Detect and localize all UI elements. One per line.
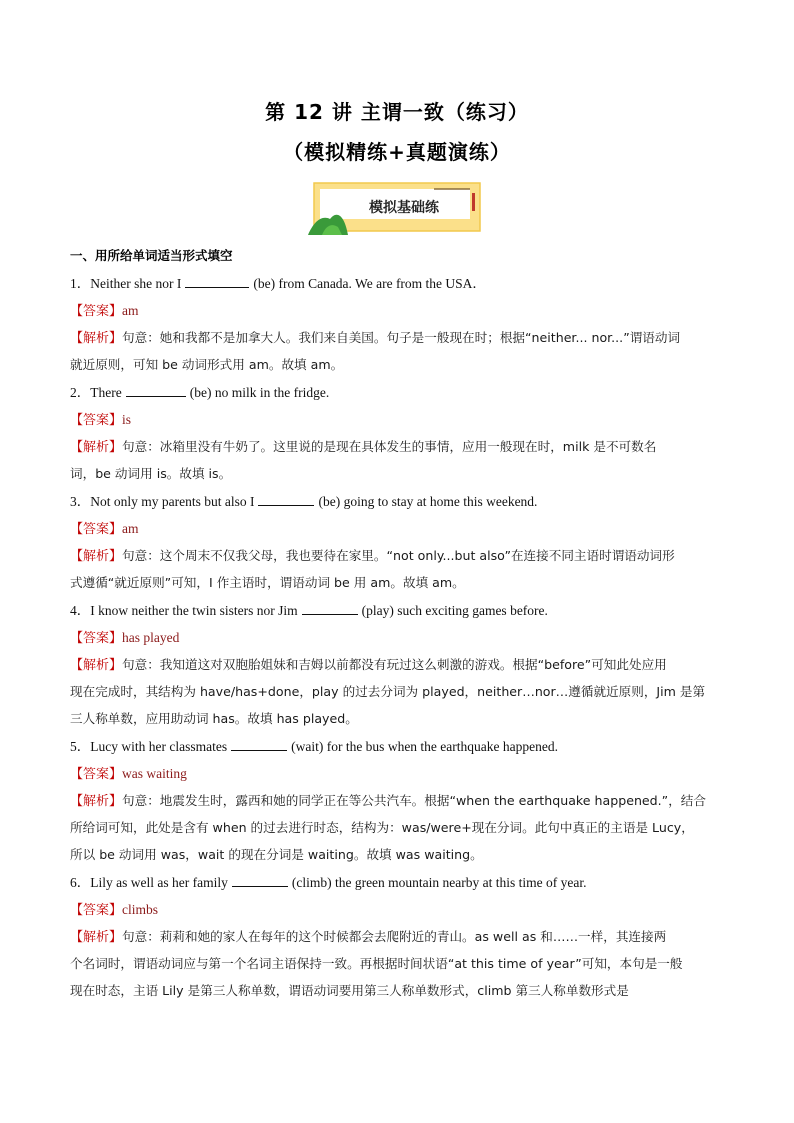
section-badge xyxy=(308,181,484,235)
analysis-2 xyxy=(70,437,730,458)
page-subtitle: （模拟精练+真题演练） xyxy=(283,140,511,164)
analysis-text: 句意：这个周末不仅我父母，我也要待在家里。“not only...but also”在连接不同主语时谓语动词形 xyxy=(122,548,675,563)
question-2 xyxy=(70,383,730,404)
question-5 xyxy=(70,737,730,758)
analysis-tag: 【解析】 xyxy=(70,331,123,346)
analysis-text: 现在完成时，其结构为 have/has+done，play 的过去分词为 played，neither…nor…遵循就近原则，Jim 是第 xyxy=(70,684,706,699)
analysis-text: 词，be 动词用 is。故填 is。 xyxy=(70,466,232,481)
answer-5 xyxy=(70,764,730,785)
analysis-text: 就近原则，可知 be 动词形式用 am。故填 am。 xyxy=(70,357,344,372)
page-title: 第 12 讲 主谓一致（练习） xyxy=(265,100,529,124)
answer-value: is xyxy=(122,412,132,427)
answer-tag: 【答案】 xyxy=(70,304,123,319)
analysis-tag: 【解析】 xyxy=(70,549,123,564)
answer-value: has played xyxy=(122,630,180,645)
analysis-text: 句意：地震发生时，露西和她的同学正在等公共汽车。根据“when the earthquake happened.”，结合 xyxy=(122,793,706,808)
analysis-4 xyxy=(70,655,730,676)
answer-blank xyxy=(302,602,358,615)
badge-label: 模拟基础练 xyxy=(369,200,439,216)
answer-value: am xyxy=(122,521,139,536)
analysis-text: 句意：莉莉和她的家人在每年的这个时候都会去爬附近的青山。as well as 和……一样，其连接两 xyxy=(122,929,667,944)
analysis-4-cont xyxy=(70,682,730,703)
analysis-1 xyxy=(70,328,730,349)
question-text: (be) no milk in the fridge. xyxy=(189,385,330,400)
analysis-tag: 【解析】 xyxy=(70,658,123,673)
question-6 xyxy=(70,873,730,894)
answer-blank xyxy=(258,493,314,506)
analysis-tag: 【解析】 xyxy=(70,440,123,455)
question-text: 1．Neither she nor I xyxy=(70,276,182,291)
question-text: (wait) for the bus when the earthquake happened. xyxy=(291,739,558,754)
question-text: 5．Lucy with her classmates xyxy=(70,739,228,754)
question-text: (be) from Canada. We are from the USA． xyxy=(253,276,486,291)
analysis-text: 句意：她和我都不是加拿大人。我们来自美国。句子是一般现在时；根据“neither... nor...”谓语动词 xyxy=(122,330,681,345)
answer-tag: 【答案】 xyxy=(70,522,123,537)
analysis-2-cont xyxy=(70,464,730,485)
answer-2 xyxy=(70,410,730,431)
answer-value: climbs xyxy=(122,902,159,917)
answer-blank xyxy=(185,275,249,288)
analysis-3 xyxy=(70,546,730,567)
answer-value: am xyxy=(122,303,139,318)
analysis-3-cont xyxy=(70,573,730,594)
analysis-tag: 【解析】 xyxy=(70,930,123,945)
answer-1 xyxy=(70,301,730,322)
analysis-1-cont xyxy=(70,355,730,376)
analysis-text: 三人称单数，应用助动词 has。故填 has played。 xyxy=(70,711,358,726)
question-text: 4．I know neither the twin sisters nor Jim xyxy=(70,603,298,618)
answer-3 xyxy=(70,519,730,540)
question-text: (be) going to stay at home this weekend. xyxy=(318,494,538,509)
answer-tag: 【答案】 xyxy=(70,631,123,646)
question-text: 6．Lily as well as her family xyxy=(70,875,228,890)
question-3 xyxy=(70,492,730,513)
analysis-text: 所给词可知，此处是含有 when 的过去进行时态，结构为：was/were+现在分词。此句中真正的主语是 Lucy， xyxy=(70,820,694,835)
analysis-5 xyxy=(70,791,730,812)
question-text: 2．There xyxy=(70,385,122,400)
analysis-text: 现在时态，主语 Lily 是第三人称单数，谓语动词要用第三人称单数形式，climb 第三人称单数形式是 xyxy=(70,983,629,998)
answer-6 xyxy=(70,900,730,921)
answer-blank xyxy=(126,384,186,397)
analysis-5-cont xyxy=(70,818,730,839)
answer-blank xyxy=(231,738,287,751)
analysis-6-cont xyxy=(70,981,730,1002)
answer-blank xyxy=(232,874,288,887)
analysis-5-cont xyxy=(70,845,730,866)
answer-value: was waiting xyxy=(122,766,187,781)
answer-tag: 【答案】 xyxy=(70,767,123,782)
question-1 xyxy=(70,274,730,295)
question-4 xyxy=(70,601,730,622)
analysis-tag: 【解析】 xyxy=(70,794,123,809)
analysis-text: 句意：冰箱里没有牛奶了。这里说的是现在具体发生的事情，应用一般现在时，milk 是不可数名 xyxy=(122,439,657,454)
analysis-text: 句意：我知道这对双胞胎姐妹和吉姆以前都没有玩过这么刺激的游戏。根据“before”可知此处应用 xyxy=(122,657,667,672)
question-text: 3．Not only my parents but also I xyxy=(70,494,255,509)
section-heading: 一、用所给单词适当形式填空 xyxy=(70,248,233,263)
analysis-4-cont xyxy=(70,709,730,730)
analysis-6-cont xyxy=(70,954,730,975)
analysis-6 xyxy=(70,927,730,948)
answer-4 xyxy=(70,628,730,649)
answer-tag: 【答案】 xyxy=(70,903,123,918)
analysis-text: 所以 be 动词用 was，wait 的现在分词是 waiting。故填 was waiting。 xyxy=(70,847,483,862)
question-text: (climb) the green mountain nearby at this time of year. xyxy=(291,875,587,890)
question-text: (play) such exciting games before. xyxy=(361,603,548,618)
analysis-text: 式遵循“就近原则”可知，I 作主语时，谓语动词 be 用 am。故填 am。 xyxy=(70,575,465,590)
answer-tag: 【答案】 xyxy=(70,413,123,428)
analysis-text: 个名词时，谓语动词应与第一个名词主语保持一致。再根据时间状语“at this time of year”可知，本句是一般 xyxy=(70,956,683,971)
